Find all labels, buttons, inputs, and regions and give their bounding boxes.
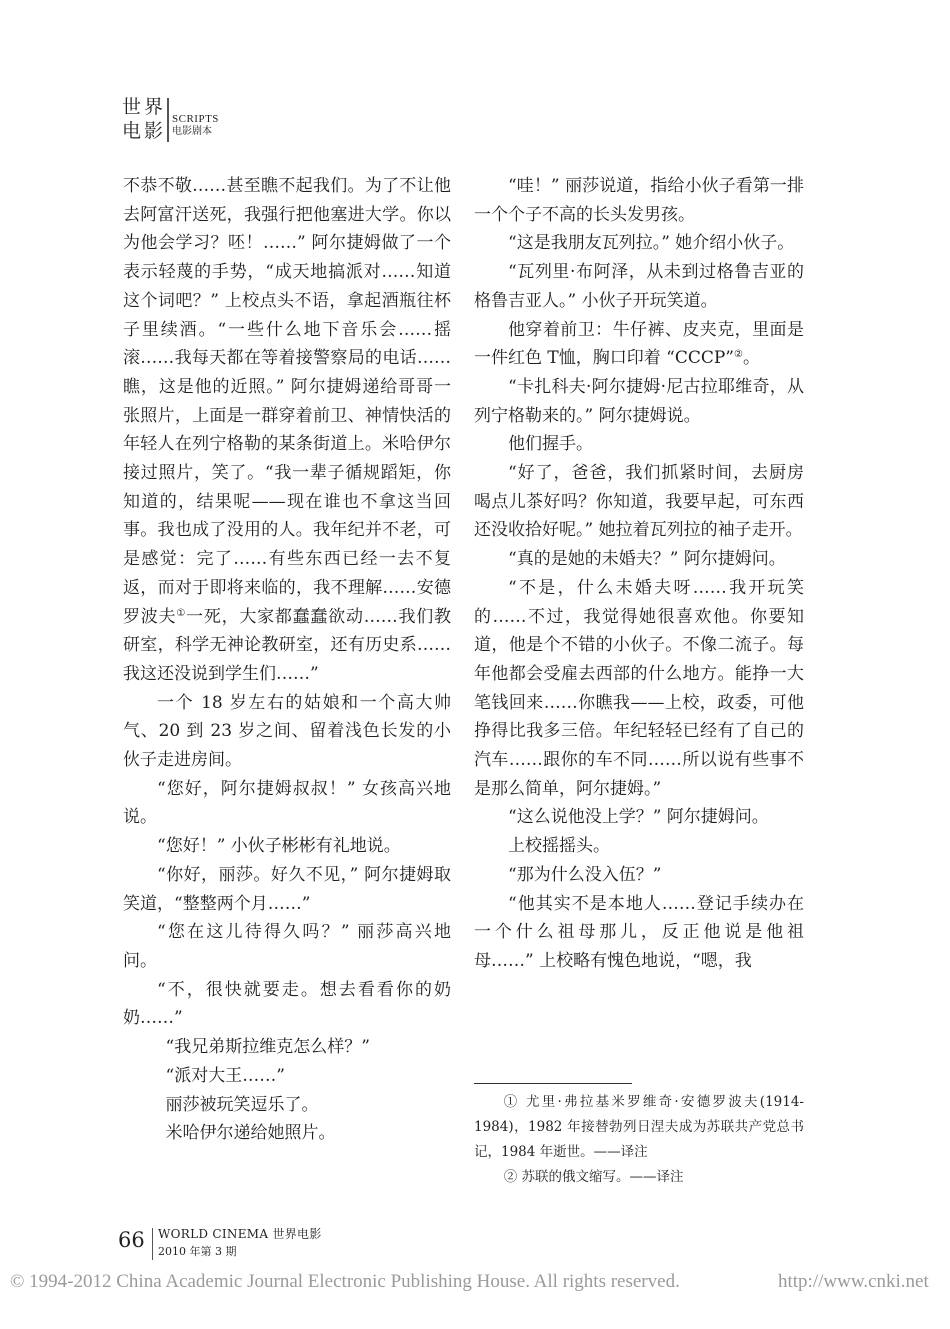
paragraph: “这是我朋友瓦列拉。” 她介绍小伙子。 [508, 233, 795, 254]
paragraph: “卡扎科夫·阿尔捷姆·尼古拉耶维奇，从列宁格勒来的。” 阿尔捷姆说。 [474, 376, 804, 426]
paragraph: “我兄弟斯拉维克怎么样？” [165, 1037, 370, 1058]
left-column [123, 172, 451, 1148]
paragraph: 不恭不敬……甚至瞧不起我们。为了不让他去阿富汗送死，我强行把他塞进大学。你以为他会学习？呸！……” 阿尔捷姆做了一个表示轻蔑的手势，“成天地搞派对……知道这个词吧？” 上校点头不语，拿起酒瓶往杯子里续酒。“一些什么地下音乐会……摇滚……我每天都在等着接警察局的电话……瞧，这是他的近照。” 阿尔捷姆递给哥哥一张照片，上面是一群穿着前卫、神情快活的年轻人在列宁格勒的某条街道上。米哈伊尔接过照片，笑了。“我一辈子循规蹈矩，你知道的，结果呢——现在谁也不拿这当回事。我也成了没用的人。我年纪并不老，可是感觉：完了……有些东西已经一去不复返，而对于即将来临的，我不理解……安德罗波夫①一死，大家都蠢蠢欲动……我们教研室，科学无神论教研室，还有历史系……我这还没说到学生们……” [123, 176, 452, 684]
copyright-notice [10, 1270, 942, 1294]
logo-top: 世界 [122, 96, 167, 118]
paragraph: “您好！” 小伙子彬彬有礼地说。 [157, 836, 401, 857]
footnote-1: ① 尤里·弗拉基米罗维奇·安德罗波夫(1914-1984)，1982 年接替勃列日涅夫成为苏联共产党总书记，1984 年逝世。——译注 [474, 1094, 804, 1160]
paragraph: “您在这儿待得久吗？” 丽莎高兴地问。 [123, 922, 451, 971]
footnotes [474, 1090, 804, 1190]
journal-logo [122, 95, 168, 143]
paragraph: 他们握手。 [508, 434, 593, 455]
paragraph: “他其实不是本地人……登记手续办在一个什么祖母那儿，反正他说是他祖母……” 上校略有愧色地说，“嗯，我 [474, 893, 804, 971]
section-title-cn: 电影剧本 [172, 126, 212, 137]
paragraph: “真的是她的未婚夫？” 阿尔捷姆问。 [508, 549, 786, 570]
paragraph: “好了，爸爸，我们抓紧时间，去厨房喝点儿茶好吗？你知道，我要早起，可东西还没收拾好呢。” 她拉着瓦列拉的袖子走开。 [474, 463, 804, 541]
paragraph: 上校摇摇头。 [508, 836, 610, 857]
paragraph: “派对大王……” [165, 1065, 285, 1086]
paragraph: 米哈伊尔递给她照片。 [165, 1123, 336, 1144]
logo-divider [167, 98, 169, 142]
section-title-en: SCRIPTS [172, 113, 219, 125]
paragraph: “这么说他没上学？” 阿尔捷姆问。 [508, 807, 769, 828]
footer-divider [152, 1228, 153, 1260]
footnote-ref-2[interactable]: ② [734, 349, 743, 361]
paragraph: 一个 18 岁左右的姑娘和一个高大帅气、20 到 23 岁之间、留着浅色长发的小伙子走进房间。 [123, 692, 451, 771]
footnote-2: ② 苏联的俄文缩写。——译注 [503, 1169, 684, 1185]
issue-label: 2010 年第 3 期 [158, 1245, 237, 1258]
paragraph: “那为什么没入伍？” [508, 864, 662, 885]
right-column [474, 172, 804, 976]
copyright-text: © 1994-2012 China Academic Journal Electronic Publishing House. All rights reserved. [10, 1271, 680, 1292]
paragraph: “你好，丽莎。好久不见，” 阿尔捷姆取笑道，“整整两个月……” [123, 864, 451, 914]
logo-bottom: 电影 [122, 120, 167, 142]
footnote-divider [474, 1083, 632, 1084]
paragraph: “您好，阿尔捷姆叔叔！” 女孩高兴地说。 [123, 778, 451, 828]
paragraph: “瓦列里·布阿泽，从未到过格鲁吉亚的格鲁吉亚人。” 小伙子开玩笑道。 [474, 262, 804, 311]
journal-name: WORLD CINEMA 世界电影 [158, 1227, 322, 1241]
paragraph: “不，很快就要走。想去看看你的奶奶……” [123, 979, 451, 1029]
paragraph: “哇！” 丽莎说道，指给小伙子看第一排一个个子不高的长头发男孩。 [474, 176, 804, 225]
paragraph: 丽莎被玩笑逗乐了。 [165, 1094, 319, 1115]
page-number: 66 [118, 1228, 145, 1252]
cnki-link[interactable]: http://www.cnki.net [778, 1271, 929, 1292]
paragraph: “不是，什么未婚夫呀……我开玩笑的……不过，我觉得她很喜欢他。你要知道，他是个不错的小伙子。不像二流子。每年他都会受雇去西部的什么地方。能挣一大笔钱回来……你瞧我——上校，政委，可他挣得比我多三倍。年纪轻轻已经有了自己的汽车……跟你的车不同……所以说有些事不是那么简单，阿尔捷姆。” [474, 577, 804, 799]
footnote-ref-1[interactable]: ① [176, 607, 187, 619]
paragraph: 他穿着前卫：牛仔裤、皮夹克，里面是一件红色 T恤，胸口印着 “CCCP”②。 [474, 319, 804, 369]
